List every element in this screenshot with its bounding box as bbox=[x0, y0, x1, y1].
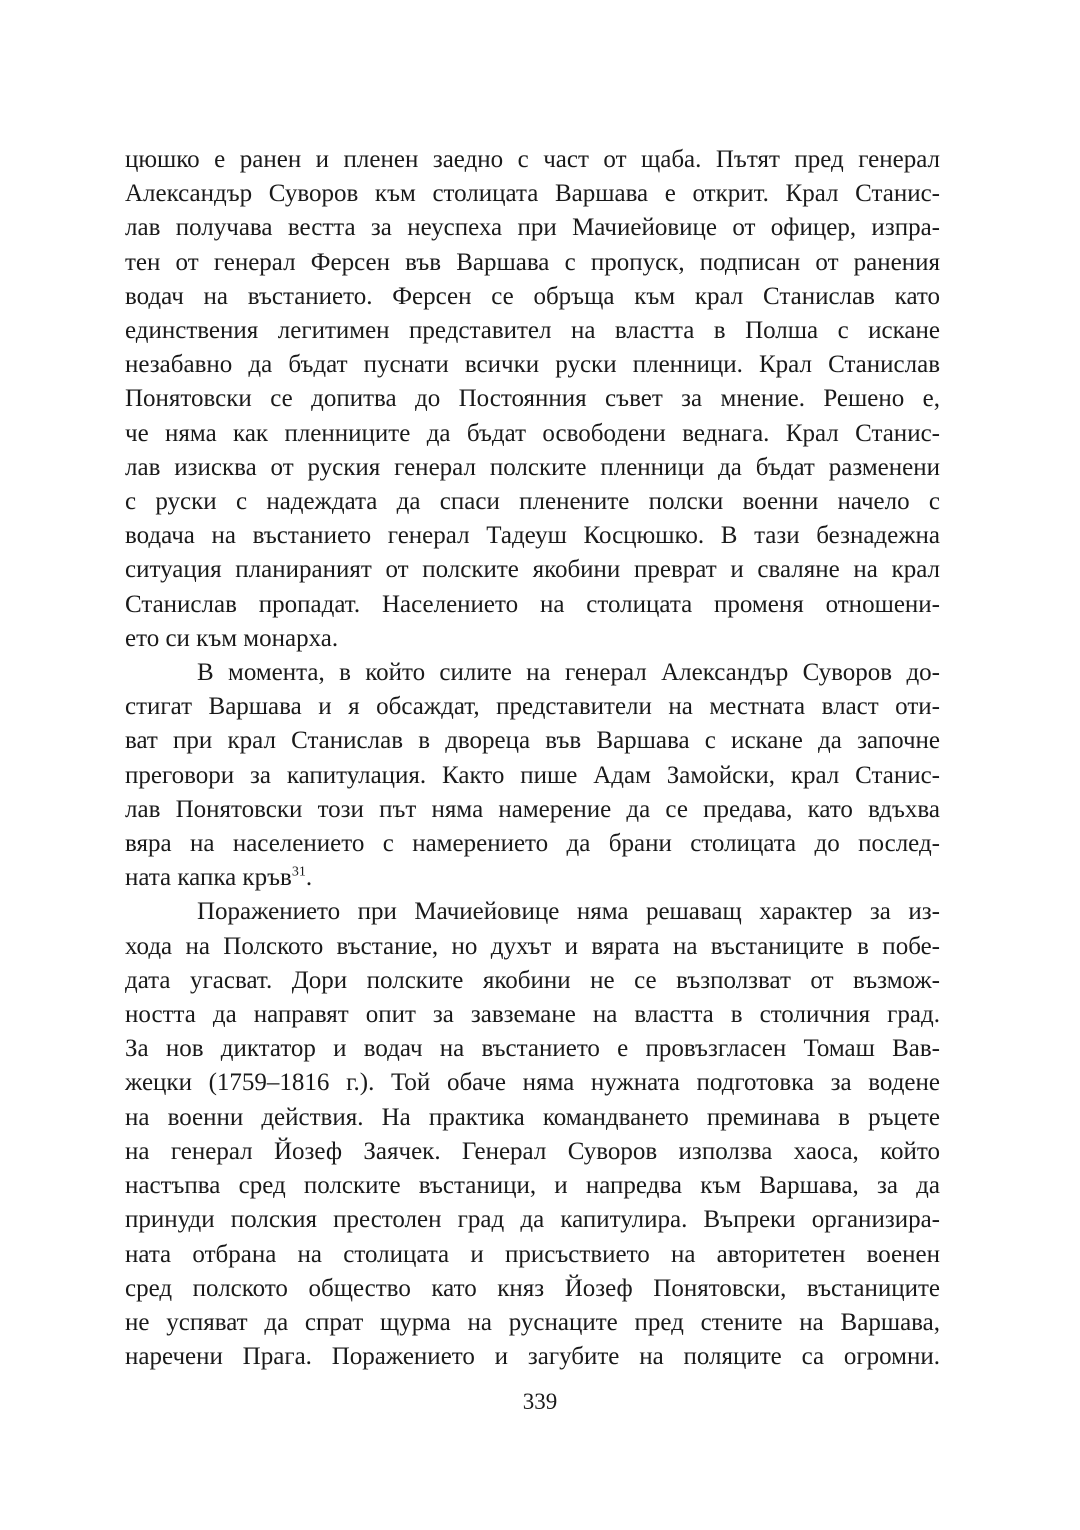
paragraph bbox=[125, 656, 940, 895]
text-line: Понятовски се допитва до Постоянния съвет за мнение. Решено е, bbox=[125, 385, 940, 413]
text-line: цюшко е ранен и пленен заедно с част от щаба. Пътят пред генерал bbox=[125, 146, 940, 173]
text-line: Станислав пропадат. Населението на столицата променя отношени- bbox=[125, 590, 940, 618]
text-line: ват при крал Станислав в двореца във Варшава с искане да започне bbox=[125, 727, 940, 755]
text-fragment: ната капка кръв bbox=[125, 864, 292, 892]
text-line: тен от генерал Ферсен във Варшава с пропуск, подписан от ранения bbox=[125, 248, 940, 276]
text-line: наречени Прага. Поражението и загубите на поляците са огромни. bbox=[125, 1343, 940, 1371]
footnote-reference[interactable]: 31 bbox=[291, 864, 306, 880]
text-line: водач на въстанието. Ферсен се обръща към крал Станислав като bbox=[125, 282, 940, 310]
text-line: ността да направят опит за завземане на властта в столичния град. bbox=[125, 1001, 940, 1029]
text-line: настъпва сред полските въстаници, и напредва към Варшава, за да bbox=[125, 1172, 940, 1200]
text-line: незабавно да бъдат пуснати всички руски пленници. Крал Станислав bbox=[125, 351, 940, 379]
paragraph bbox=[125, 143, 940, 656]
text-line: стигат Варшава и я обсаждат, представители на местната власт оти- bbox=[125, 693, 940, 721]
text-line: единствения легитимен представител на властта в Полша с искане bbox=[125, 317, 940, 345]
text-line: че няма как пленниците да бъдат освободени веднага. Крал Станис- bbox=[125, 419, 940, 447]
text-line: вяра на населението с намерението да брани столицата до послед- bbox=[125, 830, 940, 858]
text-line: лав получава вестта за неуспеха при Мачиейовице от офицер, изпра- bbox=[125, 214, 940, 242]
paragraph bbox=[125, 895, 940, 1374]
text-line: преговори за капитулация. Както пише Адам Замойски, крал Станис- bbox=[125, 761, 940, 789]
text-line: ната отбрана на столицата и присъствието на авторитетен военен bbox=[125, 1240, 940, 1268]
text-line bbox=[125, 861, 940, 895]
text-line: лав изисква от руския генерал полските пленници да бъдат разменени bbox=[125, 453, 940, 481]
text-line: За нов диктатор и водач на въстанието е провъзгласен Томаш Вав- bbox=[125, 1035, 940, 1063]
text-line: ситуация планираният от полските якобини преврат и сваляне на крал bbox=[125, 556, 940, 584]
text-line: не успяват да спрат щурма на руснаците пред стените на Варшава, bbox=[125, 1308, 940, 1336]
text-line: Поражението при Мачиейовице няма решаващ характер за из- bbox=[197, 898, 940, 926]
text-line: жецки (1759–1816 г.). Той обаче няма нужната подготовка за водене bbox=[125, 1069, 940, 1097]
text-line: водача на въстанието генерал Тадеуш Косцюшко. В тази безнадежна bbox=[125, 522, 940, 550]
page-body bbox=[125, 143, 940, 1374]
text-line: на военни действия. На практика командването преминава в ръцете bbox=[125, 1103, 940, 1131]
text-fragment: . bbox=[305, 864, 313, 892]
text-line: сред полското общество като княз Йозеф Понятовски, въстаниците bbox=[125, 1274, 940, 1302]
text-line: хода на Полското въстание, но духът и вярата на въстаниците в побе- bbox=[125, 932, 940, 960]
text-line: ето си към монарха. bbox=[125, 624, 339, 652]
text-line: с руски с надеждата да спаси пленените полски военни начело с bbox=[125, 488, 940, 516]
text-line: Александър Суворов към столицата Варшава е открит. Крал Станис- bbox=[125, 180, 940, 208]
text-line: В момента, в който силите на генерал Александър Суворов до- bbox=[197, 659, 940, 687]
text-line: дата угасват. Дори полските якобини не се възползват от възмож- bbox=[125, 966, 940, 994]
text-line: принуди полския престолен град да капитулира. Въпреки организира- bbox=[125, 1206, 940, 1234]
text-line: лав Понятовски този път няма намерение да се предава, като вдъхва bbox=[125, 795, 940, 823]
text-line: на генерал Йозеф Заячек. Генерал Суворов използва хаоса, който bbox=[125, 1137, 940, 1165]
page-number: 339 bbox=[522, 1389, 558, 1414]
